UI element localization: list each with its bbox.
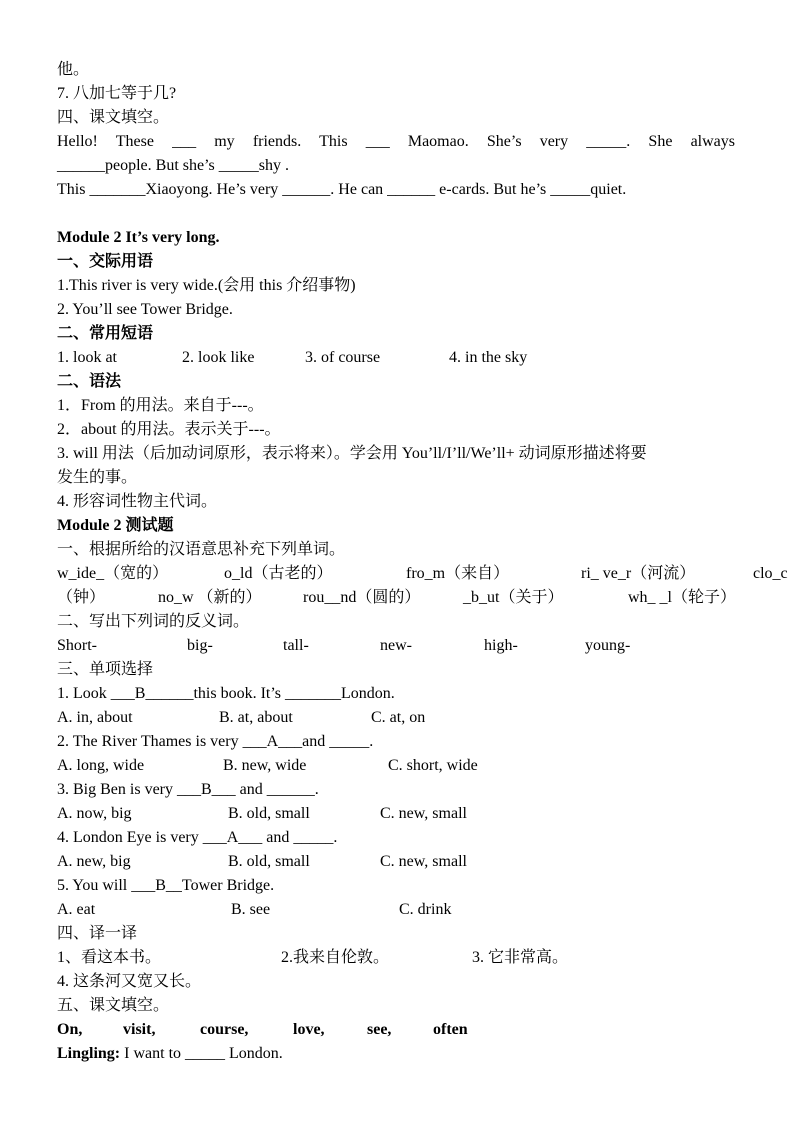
word-bank-item: visit, [123, 1021, 156, 1038]
option: A. eat [57, 901, 96, 918]
section-heading: 四、课文填空。 [57, 109, 170, 126]
mc-question-1: 1. Look ___B______this book. It’s _______London. [57, 685, 395, 702]
word-item: _b_ut（关于） [463, 589, 564, 606]
option: C. at, on [371, 709, 426, 726]
dialogue-text: I want to _____ London. [120, 1045, 283, 1062]
test-title-cn: 测试题 [121, 517, 174, 534]
word-bank [57, 1018, 757, 1042]
antonym-item: young- [585, 637, 631, 654]
word-fill-row-2 [57, 586, 757, 610]
section-heading: 一、根据所给的汉语意思补充下列单词。 [57, 541, 346, 558]
section-heading: 三、单项选择 [57, 661, 154, 678]
worksheet-page [57, 58, 788, 1066]
mc-question-4: 4. London Eye is very ___A___ and _____. [57, 829, 338, 846]
section-heading: 二、常用短语 [57, 325, 154, 342]
word-item: （钟） [57, 589, 106, 606]
phrase-row [57, 346, 757, 370]
option: C. drink [399, 901, 452, 918]
antonym-item: high- [484, 637, 518, 654]
option: B. see [231, 901, 271, 918]
translation-item: 3. 它非常高。 [472, 949, 569, 966]
mc-question-3: 3. Big Ben is very ___B___ and ______. [57, 781, 319, 798]
option: C. new, small [380, 853, 467, 870]
mc-question-5: 5. You will ___B__Tower Bridge. [57, 877, 275, 894]
word-bank-item: On, [57, 1021, 83, 1038]
word-bank-item: love, [293, 1021, 325, 1038]
word-item: clo_c [753, 565, 788, 582]
mc-options-5 [57, 898, 757, 922]
antonym-row [57, 634, 757, 658]
grammar-point: 2．about 的用法。表示关于---。 [57, 421, 281, 438]
option: A. new, big [57, 853, 131, 870]
mc-options-2 [57, 754, 757, 778]
expression-1: 1.This river is very wide.(会用 this 介绍事物) [57, 277, 356, 294]
option: A. now, big [57, 805, 132, 822]
mc-options-3 [57, 802, 757, 826]
option: A. long, wide [57, 757, 145, 774]
translation-row [57, 946, 757, 970]
word-item: ri_ ve_r（河流） [581, 565, 696, 582]
mc-options-1 [57, 706, 757, 730]
antonym-item: tall- [283, 637, 309, 654]
mc-question-2: 2. The River Thames is very ___A___and _____. [57, 733, 374, 750]
option: C. new, small [380, 805, 467, 822]
test-title [57, 514, 757, 538]
word-fill-row-1 [57, 562, 788, 586]
cloze-line-2: ______people. But she’s _____shy . [57, 157, 289, 174]
word-bank-item: often [433, 1021, 468, 1038]
section-heading: 二、语法 [57, 373, 122, 390]
word-item: w_ide_（宽的） [57, 565, 169, 582]
antonym-item: new- [380, 637, 412, 654]
word-item: rou__nd（圆的） [303, 589, 421, 606]
expression-2: 2. You’ll see Tower Bridge. [57, 301, 233, 318]
grammar-point: 3. will 用法（后加动词原形，表示将来）。学会用 You’ll/I’ll/We’ll+ 动词原形描述将要 [57, 445, 647, 462]
phrase-item: 3. of course [305, 349, 381, 366]
cloze-line-1: Hello! These ___ my friends. This ___ Maomao. She’s very _____. She always [57, 133, 735, 150]
speaker-name: Lingling: [57, 1045, 121, 1062]
antonym-item: big- [187, 637, 213, 654]
word-item: fro_m（来自） [406, 565, 510, 582]
grammar-point-cont: 发生的事。 [57, 469, 138, 486]
dialogue-line [57, 1042, 757, 1066]
word-item: wh_ _l（轮子） [628, 589, 737, 606]
text-line: 他。 [57, 61, 90, 78]
word-bank-item: course, [200, 1021, 249, 1038]
translation-item: 2.我来自伦敦。 [281, 949, 390, 966]
antonym-item: Short- [57, 637, 97, 654]
module-title: Module 2 It’s very long. [57, 229, 220, 246]
mc-options-4 [57, 850, 757, 874]
section-heading: 二、写出下列词的反义词。 [57, 613, 250, 630]
word-item: no_w （新的） [158, 589, 262, 606]
section-heading: 四、译一译 [57, 925, 138, 942]
translation-item: 1、看这本书。 [57, 949, 162, 966]
section-heading: 五、课文填空。 [57, 997, 170, 1014]
cloze-line-3: This _______Xiaoyong. He’s very ______. He can ______ e-cards. But he’s _____quiet. [57, 181, 627, 198]
phrase-item: 4. in the sky [449, 349, 528, 366]
option: A. in, about [57, 709, 133, 726]
word-bank-item: see, [367, 1021, 392, 1038]
word-item: o_ld（古老的） [224, 565, 333, 582]
grammar-point: 4. 形容词性物主代词。 [57, 493, 218, 510]
translation-item: 4. 这条河又宽又长。 [57, 973, 202, 990]
option: B. old, small [228, 805, 310, 822]
phrase-item: 2. look like [182, 349, 255, 366]
option: C. short, wide [388, 757, 478, 774]
section-heading: 一、交际用语 [57, 253, 154, 270]
question-7: 7. 八加七等于几? [57, 85, 177, 102]
option: B. at, about [219, 709, 293, 726]
test-title-en: Module 2 [57, 517, 122, 534]
phrase-item: 1. look at [57, 349, 117, 366]
grammar-point: 1．From 的用法。来自于---。 [57, 397, 264, 414]
option: B. new, wide [223, 757, 307, 774]
option: B. old, small [228, 853, 310, 870]
